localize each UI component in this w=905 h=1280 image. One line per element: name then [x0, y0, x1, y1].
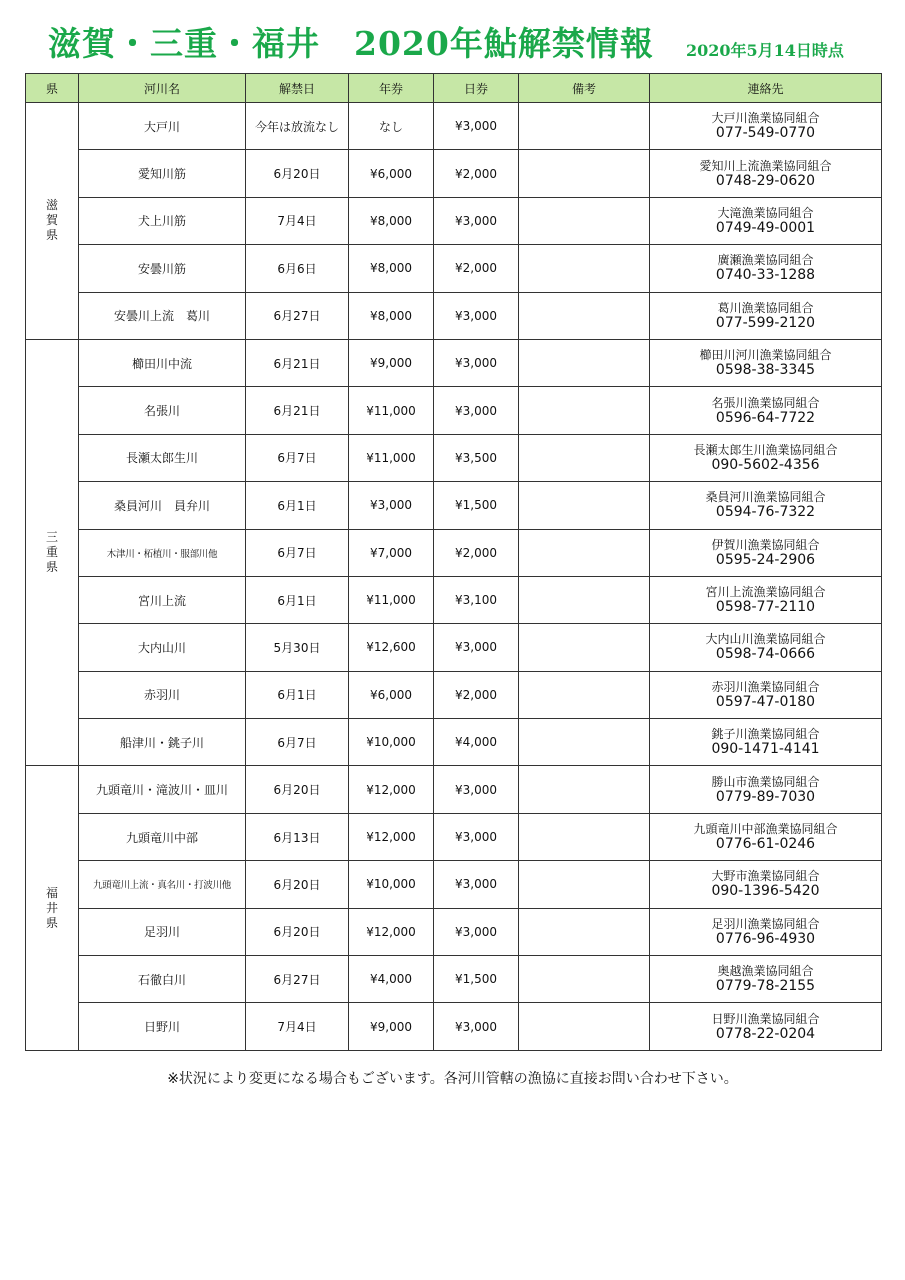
prefecture-cell-shiga: 滋 賀 県	[26, 103, 79, 340]
remarks-cell	[519, 529, 650, 576]
phone-number: 0749-49-0001	[715, 219, 816, 236]
fishery-coop-name: 赤羽川漁業協同組合	[711, 679, 820, 694]
river-name-cell: 桑員河川 員弁川	[79, 482, 246, 529]
header-pref: 県	[26, 74, 79, 103]
open-date-cell: 5月30日	[246, 624, 349, 671]
river-name-cell: 安曇川筋	[79, 245, 246, 292]
open-date-cell: 6月1日	[246, 671, 349, 718]
header-daily: 日券	[434, 74, 519, 103]
annual-ticket-cell: ¥9,000	[349, 1003, 434, 1050]
contact-cell	[650, 387, 882, 434]
phone-number: 0740-33-1288	[715, 267, 816, 284]
remarks-cell	[519, 245, 650, 292]
remarks-cell	[519, 813, 650, 860]
annual-ticket-cell: ¥12,000	[349, 813, 434, 860]
river-name-cell: 九頭竜川上流・真名川・打波川他	[79, 861, 246, 908]
daily-ticket-cell: ¥3,000	[434, 103, 519, 150]
page-title: 滋賀・三重・福井 2020年鮎解禁情報	[48, 24, 654, 63]
phone-number: 0776-96-4930	[715, 930, 816, 947]
header-contact: 連絡先	[650, 74, 882, 103]
table-row	[26, 339, 882, 386]
fishery-coop-name: 櫛田川河川漁業協同組合	[699, 348, 832, 363]
daily-ticket-cell: ¥2,000	[434, 150, 519, 197]
open-date-cell: 7月4日	[246, 1003, 349, 1050]
fishery-coop-name: 奥越漁業協同組合	[717, 964, 814, 979]
annual-ticket-cell: ¥4,000	[349, 956, 434, 1003]
remarks-cell	[519, 908, 650, 955]
phone-number: 0598-77-2110	[715, 599, 816, 616]
phone-number: 0748-29-0620	[715, 172, 816, 189]
table-body	[26, 103, 882, 1051]
daily-ticket-cell: ¥2,000	[434, 671, 519, 718]
open-date-cell: 7月4日	[246, 197, 349, 244]
contact-cell	[650, 624, 882, 671]
fishery-coop-name: 大戸川漁業協同組合	[711, 111, 820, 126]
remarks-cell	[519, 150, 650, 197]
open-date-cell: 6月20日	[246, 766, 349, 813]
contact-cell	[650, 197, 882, 244]
remarks-cell	[519, 103, 650, 150]
river-name-cell: 九頭竜川中部	[79, 813, 246, 860]
open-date-cell: 6月21日	[246, 339, 349, 386]
daily-ticket-cell: ¥4,000	[434, 719, 519, 766]
daily-ticket-cell: ¥3,500	[434, 434, 519, 481]
fishery-coop-name: 日野川漁業協同組合	[711, 1011, 820, 1026]
fishery-coop-name: 足羽川漁業協同組合	[711, 916, 820, 931]
remarks-cell	[519, 292, 650, 339]
daily-ticket-cell: ¥3,000	[434, 766, 519, 813]
annual-ticket-cell: ¥6,000	[349, 671, 434, 718]
contact-cell	[650, 766, 882, 813]
phone-number: 0598-74-0666	[715, 646, 816, 663]
daily-ticket-cell: ¥1,500	[434, 956, 519, 1003]
annual-ticket-cell: ¥8,000	[349, 197, 434, 244]
remarks-cell	[519, 197, 650, 244]
fishery-coop-name: 長瀬太郎生川漁業協同組合	[693, 442, 838, 457]
annual-ticket-cell: ¥3,000	[349, 482, 434, 529]
open-date-cell: 6月21日	[246, 387, 349, 434]
table-row	[26, 434, 882, 481]
table-row	[26, 766, 882, 813]
daily-ticket-cell: ¥2,000	[434, 245, 519, 292]
annual-ticket-cell: ¥8,000	[349, 292, 434, 339]
fishery-coop-name: 宮川上流漁業協同組合	[705, 585, 826, 600]
table-row	[26, 861, 882, 908]
open-date-cell: 6月6日	[246, 245, 349, 292]
header-annual: 年券	[349, 74, 434, 103]
table-row	[26, 529, 882, 576]
contact-cell	[650, 434, 882, 481]
river-name-cell: 木津川・柘植川・服部川他	[79, 529, 246, 576]
daily-ticket-cell: ¥3,000	[434, 1003, 519, 1050]
annual-ticket-cell: ¥10,000	[349, 719, 434, 766]
open-date-cell: 6月7日	[246, 529, 349, 576]
remarks-cell	[519, 1003, 650, 1050]
contact-cell	[650, 576, 882, 623]
river-name-cell: 長瀬太郎生川	[79, 434, 246, 481]
contact-cell	[650, 150, 882, 197]
fishery-coop-name: 大野市漁業協同組合	[711, 869, 820, 884]
phone-number: 0597-47-0180	[715, 693, 816, 710]
table-row	[26, 482, 882, 529]
open-date-cell: 6月20日	[246, 908, 349, 955]
remarks-cell	[519, 861, 650, 908]
table-row	[26, 292, 882, 339]
annual-ticket-cell: ¥12,600	[349, 624, 434, 671]
phone-number: 077-549-0770	[715, 125, 816, 142]
contact-cell	[650, 245, 882, 292]
fishery-coop-name: 銚子川漁業協同組合	[711, 727, 820, 742]
daily-ticket-cell: ¥3,000	[434, 861, 519, 908]
remarks-cell	[519, 482, 650, 529]
remarks-cell	[519, 719, 650, 766]
annual-ticket-cell: ¥10,000	[349, 861, 434, 908]
open-date-cell: 6月20日	[246, 150, 349, 197]
contact-cell	[650, 482, 882, 529]
ayu-opening-table	[25, 73, 882, 1051]
annual-ticket-cell: ¥7,000	[349, 529, 434, 576]
table-row	[26, 103, 882, 150]
contact-cell	[650, 861, 882, 908]
river-name-cell: 大内山川	[79, 624, 246, 671]
remarks-cell	[519, 434, 650, 481]
open-date-cell: 6月13日	[246, 813, 349, 860]
fishery-coop-name: 大内山川漁業協同組合	[705, 632, 826, 647]
open-date-cell: 6月27日	[246, 292, 349, 339]
table-row	[26, 813, 882, 860]
table-header-row	[26, 74, 882, 103]
remarks-cell	[519, 766, 650, 813]
phone-number: 0778-22-0204	[715, 1025, 816, 1042]
remarks-cell	[519, 576, 650, 623]
phone-number: 0776-61-0246	[715, 836, 816, 853]
daily-ticket-cell: ¥3,000	[434, 813, 519, 860]
table-row	[26, 150, 882, 197]
phone-number: 090-5602-4356	[711, 456, 820, 473]
table-row	[26, 197, 882, 244]
daily-ticket-cell: ¥1,500	[434, 482, 519, 529]
open-date-cell: 6月27日	[246, 956, 349, 1003]
daily-ticket-cell: ¥3,000	[434, 624, 519, 671]
contact-cell	[650, 339, 882, 386]
contact-cell	[650, 719, 882, 766]
fishery-coop-name: 名張川漁業協同組合	[711, 395, 820, 410]
annual-ticket-cell: ¥12,000	[349, 908, 434, 955]
daily-ticket-cell: ¥3,100	[434, 576, 519, 623]
river-name-cell: 船津川・銚子川	[79, 719, 246, 766]
fishery-coop-name: 桑員河川漁業協同組合	[705, 490, 826, 505]
table-row	[26, 576, 882, 623]
open-date-cell: 今年は放流なし	[246, 103, 349, 150]
river-name-cell: 櫛田川中流	[79, 339, 246, 386]
river-name-cell: 大戸川	[79, 103, 246, 150]
contact-cell	[650, 813, 882, 860]
annual-ticket-cell: ¥8,000	[349, 245, 434, 292]
annual-ticket-cell: ¥6,000	[349, 150, 434, 197]
phone-number: 0594-76-7322	[715, 504, 816, 521]
header-river: 河川名	[79, 74, 246, 103]
river-name-cell: 赤羽川	[79, 671, 246, 718]
fishery-coop-name: 大滝漁業協同組合	[717, 205, 814, 220]
phone-number: 077-599-2120	[715, 314, 816, 331]
daily-ticket-cell: ¥2,000	[434, 529, 519, 576]
daily-ticket-cell: ¥3,000	[434, 292, 519, 339]
prefecture-cell-fukui: 福 井 県	[26, 766, 79, 1050]
river-name-cell: 名張川	[79, 387, 246, 434]
contact-cell	[650, 292, 882, 339]
river-name-cell: 日野川	[79, 1003, 246, 1050]
footnote: ※状況により変更になる場合もございます。各河川管轄の漁協に直接お問い合わせ下さい。	[167, 1071, 738, 1087]
contact-cell	[650, 671, 882, 718]
fishery-coop-name: 葛川漁業協同組合	[717, 300, 814, 315]
table-row	[26, 908, 882, 955]
open-date-cell: 6月1日	[246, 576, 349, 623]
annual-ticket-cell: ¥11,000	[349, 434, 434, 481]
remarks-cell	[519, 624, 650, 671]
contact-cell	[650, 529, 882, 576]
fishery-coop-name: 伊賀川漁業協同組合	[711, 537, 820, 552]
annual-ticket-cell: ¥9,000	[349, 339, 434, 386]
daily-ticket-cell: ¥3,000	[434, 387, 519, 434]
daily-ticket-cell: ¥3,000	[434, 339, 519, 386]
fishery-coop-name: 愛知川上流漁業協同組合	[699, 158, 832, 173]
phone-number: 0595-24-2906	[715, 551, 816, 568]
header-open-date: 解禁日	[246, 74, 349, 103]
river-name-cell: 犬上川筋	[79, 197, 246, 244]
table-row	[26, 1003, 882, 1050]
open-date-cell: 6月7日	[246, 434, 349, 481]
table-row	[26, 245, 882, 292]
remarks-cell	[519, 339, 650, 386]
river-name-cell: 足羽川	[79, 908, 246, 955]
table-row	[26, 624, 882, 671]
prefecture-cell-mie: 三 重 県	[26, 339, 79, 766]
daily-ticket-cell: ¥3,000	[434, 197, 519, 244]
river-name-cell: 九頭竜川・滝波川・皿川	[79, 766, 246, 813]
contact-cell	[650, 956, 882, 1003]
fishery-coop-name: 勝山市漁業協同組合	[711, 774, 820, 789]
phone-number: 0596-64-7722	[715, 409, 816, 426]
header-remarks: 備考	[519, 74, 650, 103]
table-row	[26, 387, 882, 434]
fishery-coop-name: 廣瀬漁業協同組合	[717, 253, 814, 268]
contact-cell	[650, 103, 882, 150]
table-row	[26, 719, 882, 766]
phone-number: 0598-38-3345	[715, 362, 816, 379]
open-date-cell: 6月20日	[246, 861, 349, 908]
open-date-cell: 6月1日	[246, 482, 349, 529]
annual-ticket-cell: なし	[349, 103, 434, 150]
table-row	[26, 671, 882, 718]
open-date-cell: 6月7日	[246, 719, 349, 766]
phone-number: 0779-78-2155	[715, 978, 816, 995]
river-name-cell: 安曇川上流 葛川	[79, 292, 246, 339]
river-name-cell: 愛知川筋	[79, 150, 246, 197]
as-of-date: 2020年5月14日時点	[686, 41, 844, 60]
contact-cell	[650, 908, 882, 955]
river-name-cell: 宮川上流	[79, 576, 246, 623]
phone-number: 0779-89-7030	[715, 788, 816, 805]
annual-ticket-cell: ¥11,000	[349, 576, 434, 623]
daily-ticket-cell: ¥3,000	[434, 908, 519, 955]
table-row	[26, 956, 882, 1003]
phone-number: 090-1396-5420	[711, 883, 820, 900]
annual-ticket-cell: ¥11,000	[349, 387, 434, 434]
phone-number: 090-1471-4141	[711, 741, 820, 758]
remarks-cell	[519, 387, 650, 434]
fishery-coop-name: 九頭竜川中部漁業協同組合	[693, 822, 838, 837]
river-name-cell: 石徹白川	[79, 956, 246, 1003]
annual-ticket-cell: ¥12,000	[349, 766, 434, 813]
remarks-cell	[519, 956, 650, 1003]
remarks-cell	[519, 671, 650, 718]
contact-cell	[650, 1003, 882, 1050]
